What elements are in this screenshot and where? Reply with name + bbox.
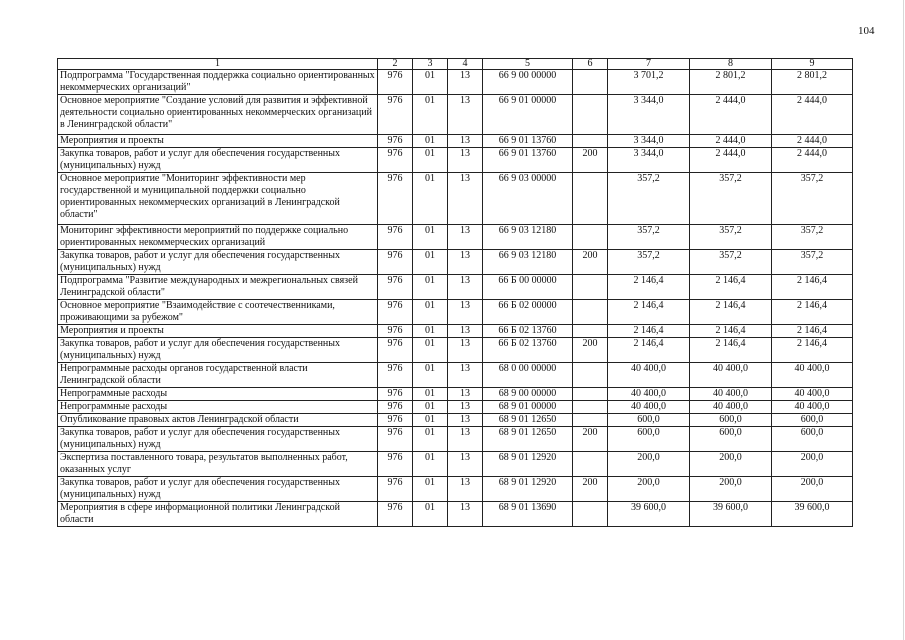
subsection-code: 13 — [448, 477, 483, 502]
amount-col-8: 40 400,0 — [690, 388, 772, 401]
subsection-code: 13 — [448, 225, 483, 250]
section-code: 01 — [413, 275, 448, 300]
section-code: 01 — [413, 477, 448, 502]
amount-col-8: 357,2 — [690, 250, 772, 275]
expense-type-code — [573, 414, 608, 427]
subsection-code: 13 — [448, 401, 483, 414]
table-row — [58, 173, 853, 225]
amount-col-7: 2 146,4 — [608, 325, 690, 338]
amount-col-9: 40 400,0 — [772, 388, 853, 401]
section-code: 01 — [413, 401, 448, 414]
row-name: Закупка товаров, работ и услуг для обеспечения государственных (муниципальных) нужд — [58, 477, 378, 502]
column-header: 1 — [58, 59, 378, 70]
amount-col-9: 2 801,2 — [772, 70, 853, 95]
kved-code: 976 — [378, 388, 413, 401]
column-header: 5 — [483, 59, 573, 70]
column-header: 6 — [573, 59, 608, 70]
table-row — [58, 275, 853, 300]
column-header: 4 — [448, 59, 483, 70]
expense-type-code: 200 — [573, 427, 608, 452]
subsection-code: 13 — [448, 338, 483, 363]
expense-type-code — [573, 325, 608, 338]
target-article-code: 66 Б 00 00000 — [483, 275, 573, 300]
expense-type-code — [573, 452, 608, 477]
subsection-code: 13 — [448, 452, 483, 477]
target-article-code: 68 9 01 13690 — [483, 502, 573, 527]
column-header: 9 — [772, 59, 853, 70]
kved-code: 976 — [378, 452, 413, 477]
table-row — [58, 401, 853, 414]
amount-col-8: 2 444,0 — [690, 95, 772, 135]
section-code: 01 — [413, 502, 448, 527]
amount-col-8: 2 444,0 — [690, 148, 772, 173]
table-row — [58, 338, 853, 363]
target-article-code: 68 9 01 12920 — [483, 477, 573, 502]
column-header: 7 — [608, 59, 690, 70]
subsection-code: 13 — [448, 388, 483, 401]
expense-type-code — [573, 173, 608, 225]
page-number: 104 — [858, 25, 875, 37]
kved-code: 976 — [378, 148, 413, 173]
amount-col-7: 357,2 — [608, 250, 690, 275]
expense-type-code — [573, 275, 608, 300]
column-header: 8 — [690, 59, 772, 70]
amount-col-7: 357,2 — [608, 225, 690, 250]
subsection-code: 13 — [448, 173, 483, 225]
amount-col-7: 3 344,0 — [608, 135, 690, 148]
section-code: 01 — [413, 70, 448, 95]
expense-type-code — [573, 401, 608, 414]
amount-col-9: 2 444,0 — [772, 95, 853, 135]
subsection-code: 13 — [448, 300, 483, 325]
column-header: 3 — [413, 59, 448, 70]
target-article-code: 66 9 03 00000 — [483, 173, 573, 225]
target-article-code: 68 0 00 00000 — [483, 363, 573, 388]
amount-col-7: 3 344,0 — [608, 95, 690, 135]
amount-col-7: 600,0 — [608, 414, 690, 427]
amount-col-9: 2 146,4 — [772, 338, 853, 363]
table-row — [58, 95, 853, 135]
row-name: Основное мероприятие "Мониторинг эффективности мер государственной и муниципальной поддержки социально ориентированных некоммерческих организаций в Ленинградской области" — [58, 173, 378, 225]
target-article-code: 68 9 01 12650 — [483, 427, 573, 452]
section-code: 01 — [413, 135, 448, 148]
row-name: Подпрограмма "Развитие международных и межрегиональных связей Ленинградской области" — [58, 275, 378, 300]
expense-type-code: 200 — [573, 477, 608, 502]
kved-code: 976 — [378, 338, 413, 363]
amount-col-7: 40 400,0 — [608, 388, 690, 401]
section-code: 01 — [413, 300, 448, 325]
amount-col-9: 40 400,0 — [772, 401, 853, 414]
kved-code: 976 — [378, 477, 413, 502]
target-article-code: 68 9 01 12650 — [483, 414, 573, 427]
target-article-code: 66 9 01 13760 — [483, 148, 573, 173]
budget-table — [57, 58, 853, 527]
amount-col-7: 3 701,2 — [608, 70, 690, 95]
row-name: Мероприятия и проекты — [58, 325, 378, 338]
subsection-code: 13 — [448, 502, 483, 527]
section-code: 01 — [413, 250, 448, 275]
amount-col-9: 2 146,4 — [772, 325, 853, 338]
table-row — [58, 135, 853, 148]
row-name: Закупка товаров, работ и услуг для обеспечения государственных (муниципальных) нужд — [58, 148, 378, 173]
subsection-code: 13 — [448, 325, 483, 338]
amount-col-8: 600,0 — [690, 414, 772, 427]
header-row — [58, 59, 853, 70]
target-article-code: 66 9 00 00000 — [483, 70, 573, 95]
row-name: Мероприятия и проекты — [58, 135, 378, 148]
subsection-code: 13 — [448, 427, 483, 452]
section-code: 01 — [413, 148, 448, 173]
expense-type-code — [573, 70, 608, 95]
kved-code: 976 — [378, 363, 413, 388]
amount-col-7: 40 400,0 — [608, 401, 690, 414]
table-row — [58, 477, 853, 502]
expense-type-code — [573, 363, 608, 388]
subsection-code: 13 — [448, 275, 483, 300]
row-name: Опубликование правовых актов Ленинградской области — [58, 414, 378, 427]
scan-edge-line — [903, 0, 904, 640]
row-name: Экспертиза поставленного товара, результатов выполненных работ, оказанных услуг — [58, 452, 378, 477]
amount-col-7: 357,2 — [608, 173, 690, 225]
amount-col-9: 600,0 — [772, 414, 853, 427]
kved-code: 976 — [378, 70, 413, 95]
target-article-code: 68 9 00 00000 — [483, 388, 573, 401]
subsection-code: 13 — [448, 135, 483, 148]
section-code: 01 — [413, 388, 448, 401]
amount-col-9: 39 600,0 — [772, 502, 853, 527]
kved-code: 976 — [378, 300, 413, 325]
amount-col-7: 200,0 — [608, 477, 690, 502]
table-row — [58, 427, 853, 452]
subsection-code: 13 — [448, 363, 483, 388]
amount-col-8: 2 146,4 — [690, 338, 772, 363]
kved-code: 976 — [378, 173, 413, 225]
amount-col-9: 600,0 — [772, 427, 853, 452]
amount-col-9: 357,2 — [772, 173, 853, 225]
section-code: 01 — [413, 338, 448, 363]
target-article-code: 66 Б 02 00000 — [483, 300, 573, 325]
subsection-code: 13 — [448, 414, 483, 427]
expense-type-code — [573, 502, 608, 527]
table-row — [58, 388, 853, 401]
amount-col-7: 39 600,0 — [608, 502, 690, 527]
row-name: Основное мероприятие "Взаимодействие с соотечественниками, проживающими за рубежом" — [58, 300, 378, 325]
expense-type-code: 200 — [573, 338, 608, 363]
amount-col-8: 2 146,4 — [690, 300, 772, 325]
amount-col-7: 2 146,4 — [608, 338, 690, 363]
amount-col-8: 2 146,4 — [690, 275, 772, 300]
column-header: 2 — [378, 59, 413, 70]
expense-type-code — [573, 300, 608, 325]
row-name: Мероприятия в сфере информационной политики Ленинградской области — [58, 502, 378, 527]
expense-type-code: 200 — [573, 148, 608, 173]
amount-col-9: 40 400,0 — [772, 363, 853, 388]
row-name: Мониторинг эффективности мероприятий по поддержке социально ориентированных некоммерческих организаций — [58, 225, 378, 250]
subsection-code: 13 — [448, 95, 483, 135]
section-code: 01 — [413, 427, 448, 452]
table-row — [58, 225, 853, 250]
subsection-code: 13 — [448, 148, 483, 173]
expense-type-code — [573, 95, 608, 135]
amount-col-8: 357,2 — [690, 225, 772, 250]
table-row — [58, 148, 853, 173]
target-article-code: 66 9 01 00000 — [483, 95, 573, 135]
amount-col-8: 2 444,0 — [690, 135, 772, 148]
kved-code: 976 — [378, 502, 413, 527]
row-name: Закупка товаров, работ и услуг для обеспечения государственных (муниципальных) нужд — [58, 250, 378, 275]
amount-col-8: 2 146,4 — [690, 325, 772, 338]
section-code: 01 — [413, 452, 448, 477]
row-name: Подпрограмма "Государственная поддержка социально ориентированных некоммерческих организаций" — [58, 70, 378, 95]
amount-col-8: 200,0 — [690, 452, 772, 477]
amount-col-7: 600,0 — [608, 427, 690, 452]
amount-col-8: 40 400,0 — [690, 401, 772, 414]
table-row — [58, 414, 853, 427]
amount-col-7: 2 146,4 — [608, 275, 690, 300]
section-code: 01 — [413, 325, 448, 338]
amount-col-7: 3 344,0 — [608, 148, 690, 173]
amount-col-9: 2 444,0 — [772, 135, 853, 148]
row-name: Непрограммные расходы — [58, 388, 378, 401]
amount-col-9: 357,2 — [772, 225, 853, 250]
kved-code: 976 — [378, 325, 413, 338]
amount-col-9: 2 444,0 — [772, 148, 853, 173]
kved-code: 976 — [378, 135, 413, 148]
kved-code: 976 — [378, 427, 413, 452]
target-article-code: 66 9 01 13760 — [483, 135, 573, 148]
section-code: 01 — [413, 173, 448, 225]
table-row — [58, 502, 853, 527]
section-code: 01 — [413, 414, 448, 427]
expense-type-code — [573, 388, 608, 401]
amount-col-8: 39 600,0 — [690, 502, 772, 527]
target-article-code: 68 9 01 00000 — [483, 401, 573, 414]
table-row — [58, 300, 853, 325]
section-code: 01 — [413, 95, 448, 135]
amount-col-9: 357,2 — [772, 250, 853, 275]
row-name: Основное мероприятие "Создание условий для развития и эффективной деятельности социально ориентированных некоммерческих организаций в Ленинградской области" — [58, 95, 378, 135]
expense-type-code — [573, 225, 608, 250]
section-code: 01 — [413, 225, 448, 250]
subsection-code: 13 — [448, 250, 483, 275]
amount-col-7: 40 400,0 — [608, 363, 690, 388]
amount-col-8: 357,2 — [690, 173, 772, 225]
amount-col-8: 200,0 — [690, 477, 772, 502]
amount-col-9: 2 146,4 — [772, 275, 853, 300]
table-row — [58, 363, 853, 388]
amount-col-9: 200,0 — [772, 477, 853, 502]
target-article-code: 66 9 03 12180 — [483, 250, 573, 275]
kved-code: 976 — [378, 414, 413, 427]
amount-col-9: 200,0 — [772, 452, 853, 477]
amount-col-8: 600,0 — [690, 427, 772, 452]
table-row — [58, 452, 853, 477]
row-name: Закупка товаров, работ и услуг для обеспечения государственных (муниципальных) нужд — [58, 338, 378, 363]
amount-col-8: 40 400,0 — [690, 363, 772, 388]
kved-code: 976 — [378, 401, 413, 414]
table-row — [58, 325, 853, 338]
table-row — [58, 250, 853, 275]
row-name: Закупка товаров, работ и услуг для обеспечения государственных (муниципальных) нужд — [58, 427, 378, 452]
expense-type-code — [573, 135, 608, 148]
kved-code: 976 — [378, 225, 413, 250]
target-article-code: 66 9 03 12180 — [483, 225, 573, 250]
row-name: Непрограммные расходы — [58, 401, 378, 414]
kved-code: 976 — [378, 275, 413, 300]
section-code: 01 — [413, 363, 448, 388]
target-article-code: 66 Б 02 13760 — [483, 325, 573, 338]
subsection-code: 13 — [448, 70, 483, 95]
target-article-code: 68 9 01 12920 — [483, 452, 573, 477]
amount-col-7: 200,0 — [608, 452, 690, 477]
row-name: Непрограммные расходы органов государственной власти Ленинградской области — [58, 363, 378, 388]
kved-code: 976 — [378, 95, 413, 135]
amount-col-9: 2 146,4 — [772, 300, 853, 325]
table-row — [58, 70, 853, 95]
amount-col-7: 2 146,4 — [608, 300, 690, 325]
expense-type-code: 200 — [573, 250, 608, 275]
kved-code: 976 — [378, 250, 413, 275]
amount-col-8: 2 801,2 — [690, 70, 772, 95]
target-article-code: 66 Б 02 13760 — [483, 338, 573, 363]
